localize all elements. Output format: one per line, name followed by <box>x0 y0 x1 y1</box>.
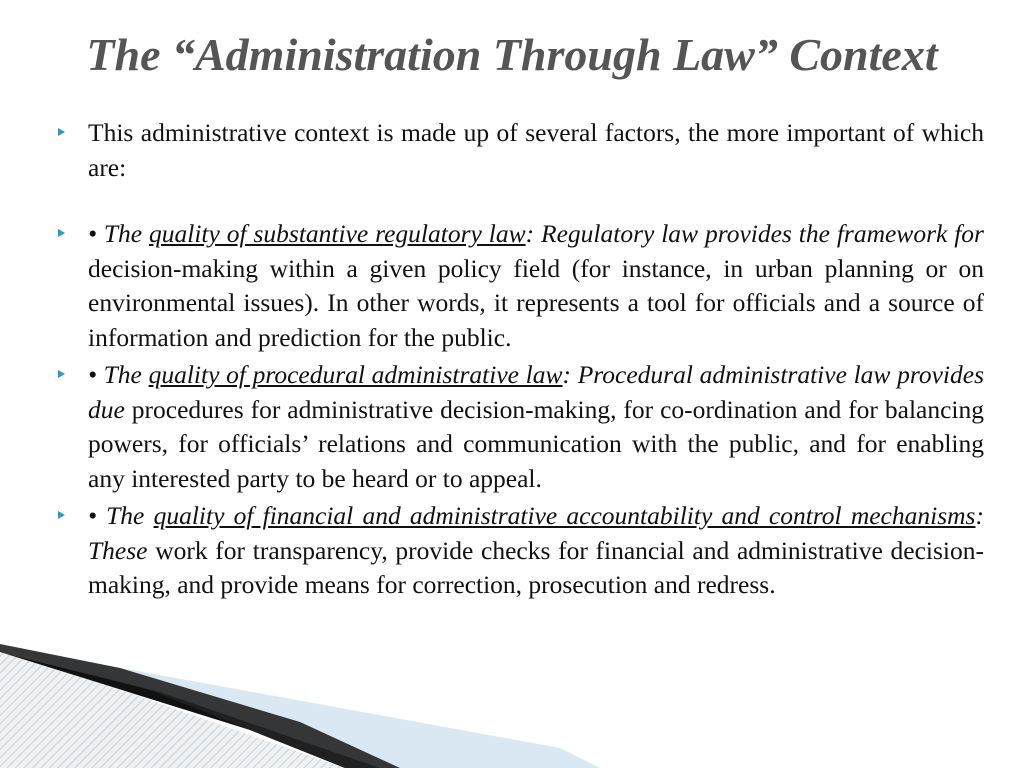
bullet-procedural-law <box>58 358 984 496</box>
bullet-accountability <box>58 499 984 603</box>
item-body: work for transparency, provide checks for financial and administrative decision-making, and provide means for correction, prosecution and redress. <box>88 535 984 599</box>
item-italic-lead: Procedural administrative law provides due <box>88 360 984 424</box>
bullet-substantive-law <box>58 217 984 355</box>
item-colon: : <box>525 219 535 248</box>
bullet-intro <box>58 116 984 185</box>
item-body: decision-making within a given policy field (for instance, in urban planning or on environmental issues). In other words, it represents a tool for officials and a source of information and prediction for the public. <box>88 253 984 352</box>
bullet-arrow-icon <box>58 511 65 519</box>
item-colon: : <box>562 360 572 389</box>
item-term: quality of substantive regulatory law <box>149 219 526 248</box>
item-body: procedures for administrative decision-making, for co-ordination and for balancing powers, for officials’ relations and communication with the public, and for enabling any interested party to be heard or to appeal. <box>88 394 984 493</box>
item-colon: : <box>975 501 984 530</box>
bullet-arrow-icon <box>58 229 65 237</box>
item-term: quality of procedural administrative law <box>148 360 563 389</box>
item-prefix: • The <box>88 219 149 248</box>
item-italic-lead: Regulatory law provides the framework for <box>534 219 984 248</box>
slide-title: The “Administration Through Law” Context <box>86 29 938 80</box>
bullet-list <box>58 116 984 603</box>
item-prefix: • The <box>88 360 149 389</box>
bullet-arrow-icon <box>58 128 65 136</box>
item-prefix: • The <box>88 501 154 530</box>
intro-text: This administrative context is made up of several factors, the more important of which are: <box>88 118 984 182</box>
item-term: quality of financial and administrative accountability and control mechanisms <box>153 501 976 530</box>
bullet-arrow-icon <box>58 370 65 378</box>
decorative-swoosh <box>0 630 1024 768</box>
item-italic-lead: These <box>88 535 148 565</box>
